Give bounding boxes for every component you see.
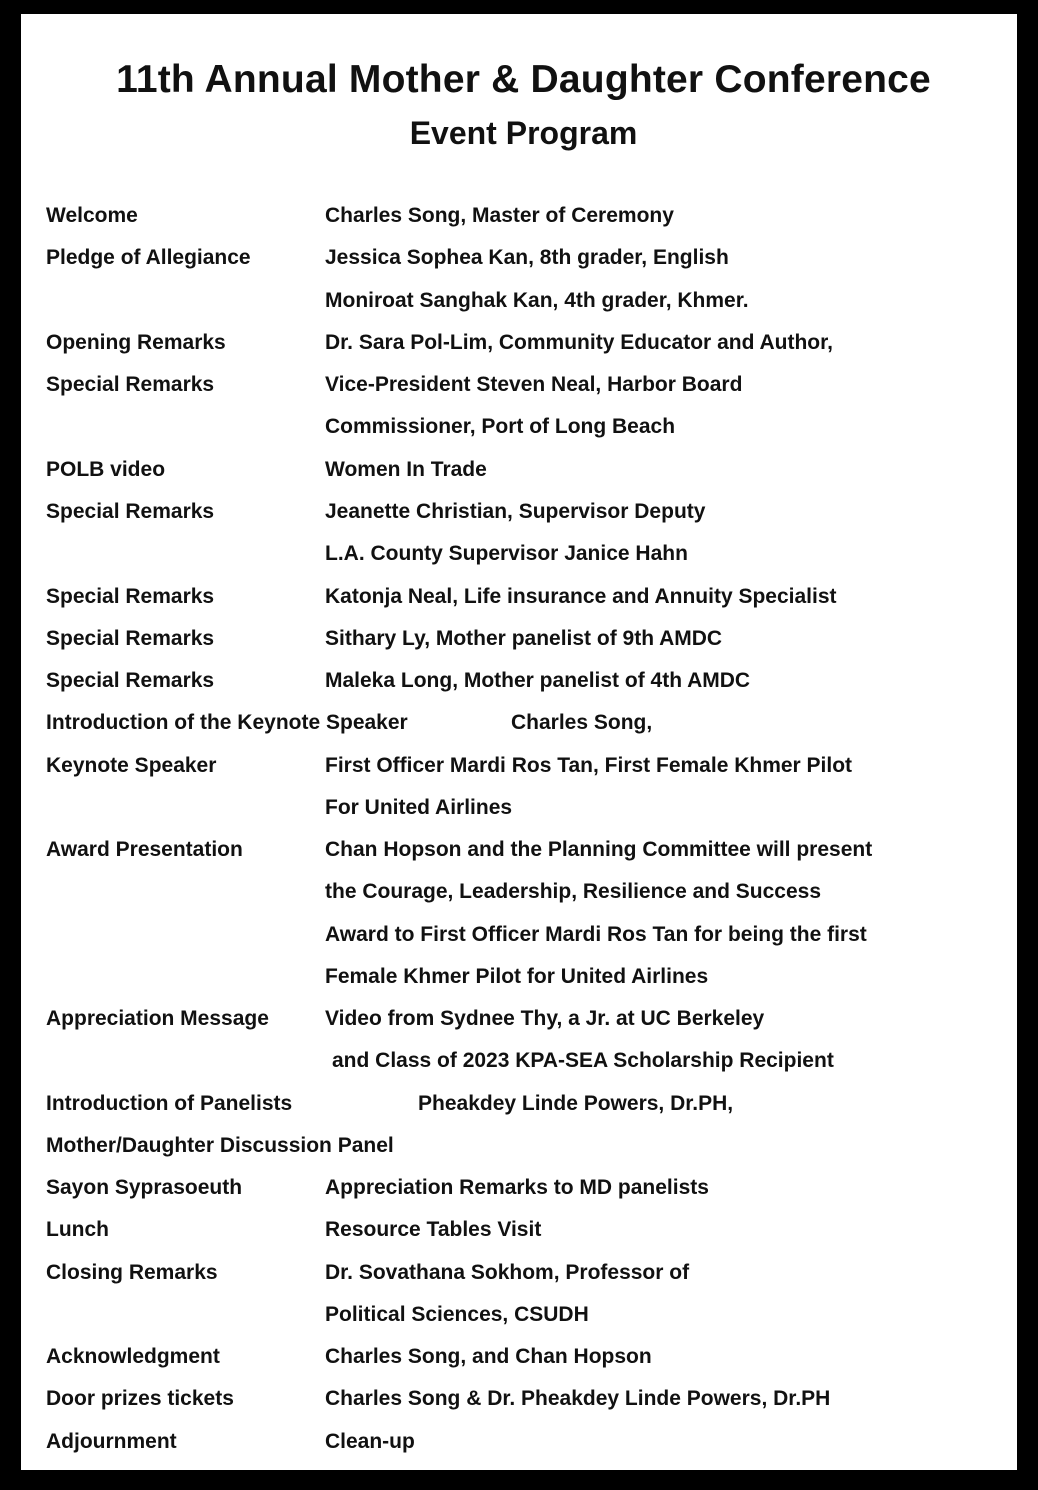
item-label: Closing Remarks (46, 1261, 218, 1284)
item-label: Welcome (46, 204, 138, 227)
item-detail: Commissioner, Port of Long Beach (325, 415, 676, 438)
item-label: POLB video (46, 458, 166, 481)
item-label: Award Presentation (46, 838, 243, 861)
item-detail: Female Khmer Pilot for United Airlines (325, 965, 709, 988)
item-detail: Katonja Neal, Life insurance and Annuity Specialist (325, 585, 837, 608)
item-label: Keynote Speaker (46, 754, 217, 777)
item-label: Special Remarks (46, 627, 215, 650)
program-title: 11th Annual Mother & Daughter Conference (116, 58, 931, 101)
item-detail: Women In Trade (325, 458, 487, 481)
item-detail: First Officer Mardi Ros Tan, First Female Khmer Pilot (325, 754, 853, 777)
item-detail: Charles Song, and Chan Hopson (325, 1345, 652, 1368)
item-detail: and Class of 2023 KPA-SEA Scholarship Recipient (332, 1049, 834, 1072)
item-detail: Chan Hopson and the Planning Committee will present (325, 838, 873, 861)
item-detail: Jessica Sophea Kan, 8th grader, English (325, 246, 729, 269)
item-label: Special Remarks (46, 669, 215, 692)
item-detail: Moniroat Sanghak Kan, 4th grader, Khmer. (325, 289, 749, 312)
item-detail: Vice-President Steven Neal, Harbor Board (325, 373, 743, 396)
item-label: Opening Remarks (46, 331, 226, 354)
item-detail: Pheakdey Linde Powers, Dr.PH, (418, 1092, 734, 1115)
item-label: Special Remarks (46, 500, 215, 523)
program-subtitle: Event Program (409, 115, 638, 151)
item-label: Lunch (46, 1218, 109, 1241)
item-detail: Award to First Officer Mardi Ros Tan for being the first (325, 923, 867, 946)
item-detail: the Courage, Leadership, Resilience and Success (325, 880, 822, 903)
item-label: Special Remarks (46, 585, 215, 608)
item-detail: Resource Tables Visit (325, 1218, 542, 1241)
item-detail: Political Sciences, CSUDH (325, 1303, 589, 1326)
item-label: Mother/Daughter Discussion Panel (46, 1134, 394, 1157)
item-label: Adjournment (46, 1430, 177, 1453)
item-detail: Video from Sydnee Thy, a Jr. at UC Berkeley (325, 1007, 765, 1030)
item-detail: L.A. County Supervisor Janice Hahn (325, 542, 688, 565)
item-label: Door prizes tickets (46, 1387, 234, 1410)
item-label: Introduction of Panelists (46, 1092, 293, 1115)
item-detail: Maleka Long, Mother panelist of 4th AMDC (325, 669, 751, 692)
item-detail: Jeanette Christian, Supervisor Deputy (325, 500, 706, 523)
item-label: Pledge of Allegiance (46, 246, 251, 269)
item-detail: Clean-up (325, 1430, 415, 1453)
item-label: Acknowledgment (46, 1345, 220, 1368)
item-detail: Charles Song, (511, 711, 653, 734)
item-detail: Appreciation Remarks to MD panelists (325, 1176, 709, 1199)
item-detail: For United Airlines (325, 796, 513, 819)
item-label: Special Remarks (46, 373, 215, 396)
item-detail: Charles Song & Dr. Pheakdey Linde Powers, Dr.PH (325, 1387, 831, 1410)
item-detail: Charles Song, Master of Ceremony (325, 204, 674, 227)
item-detail: Dr. Sovathana Sokhom, Professor of (325, 1261, 690, 1284)
item-label: Introduction of the Keynote Speaker (46, 711, 408, 734)
item-label: Sayon Syprasoeuth (46, 1176, 243, 1199)
item-label: Appreciation Message (46, 1007, 269, 1030)
item-detail: Sithary Ly, Mother panelist of 9th AMDC (325, 627, 723, 650)
item-detail: Dr. Sara Pol-Lim, Community Educator and Author, (325, 331, 833, 354)
